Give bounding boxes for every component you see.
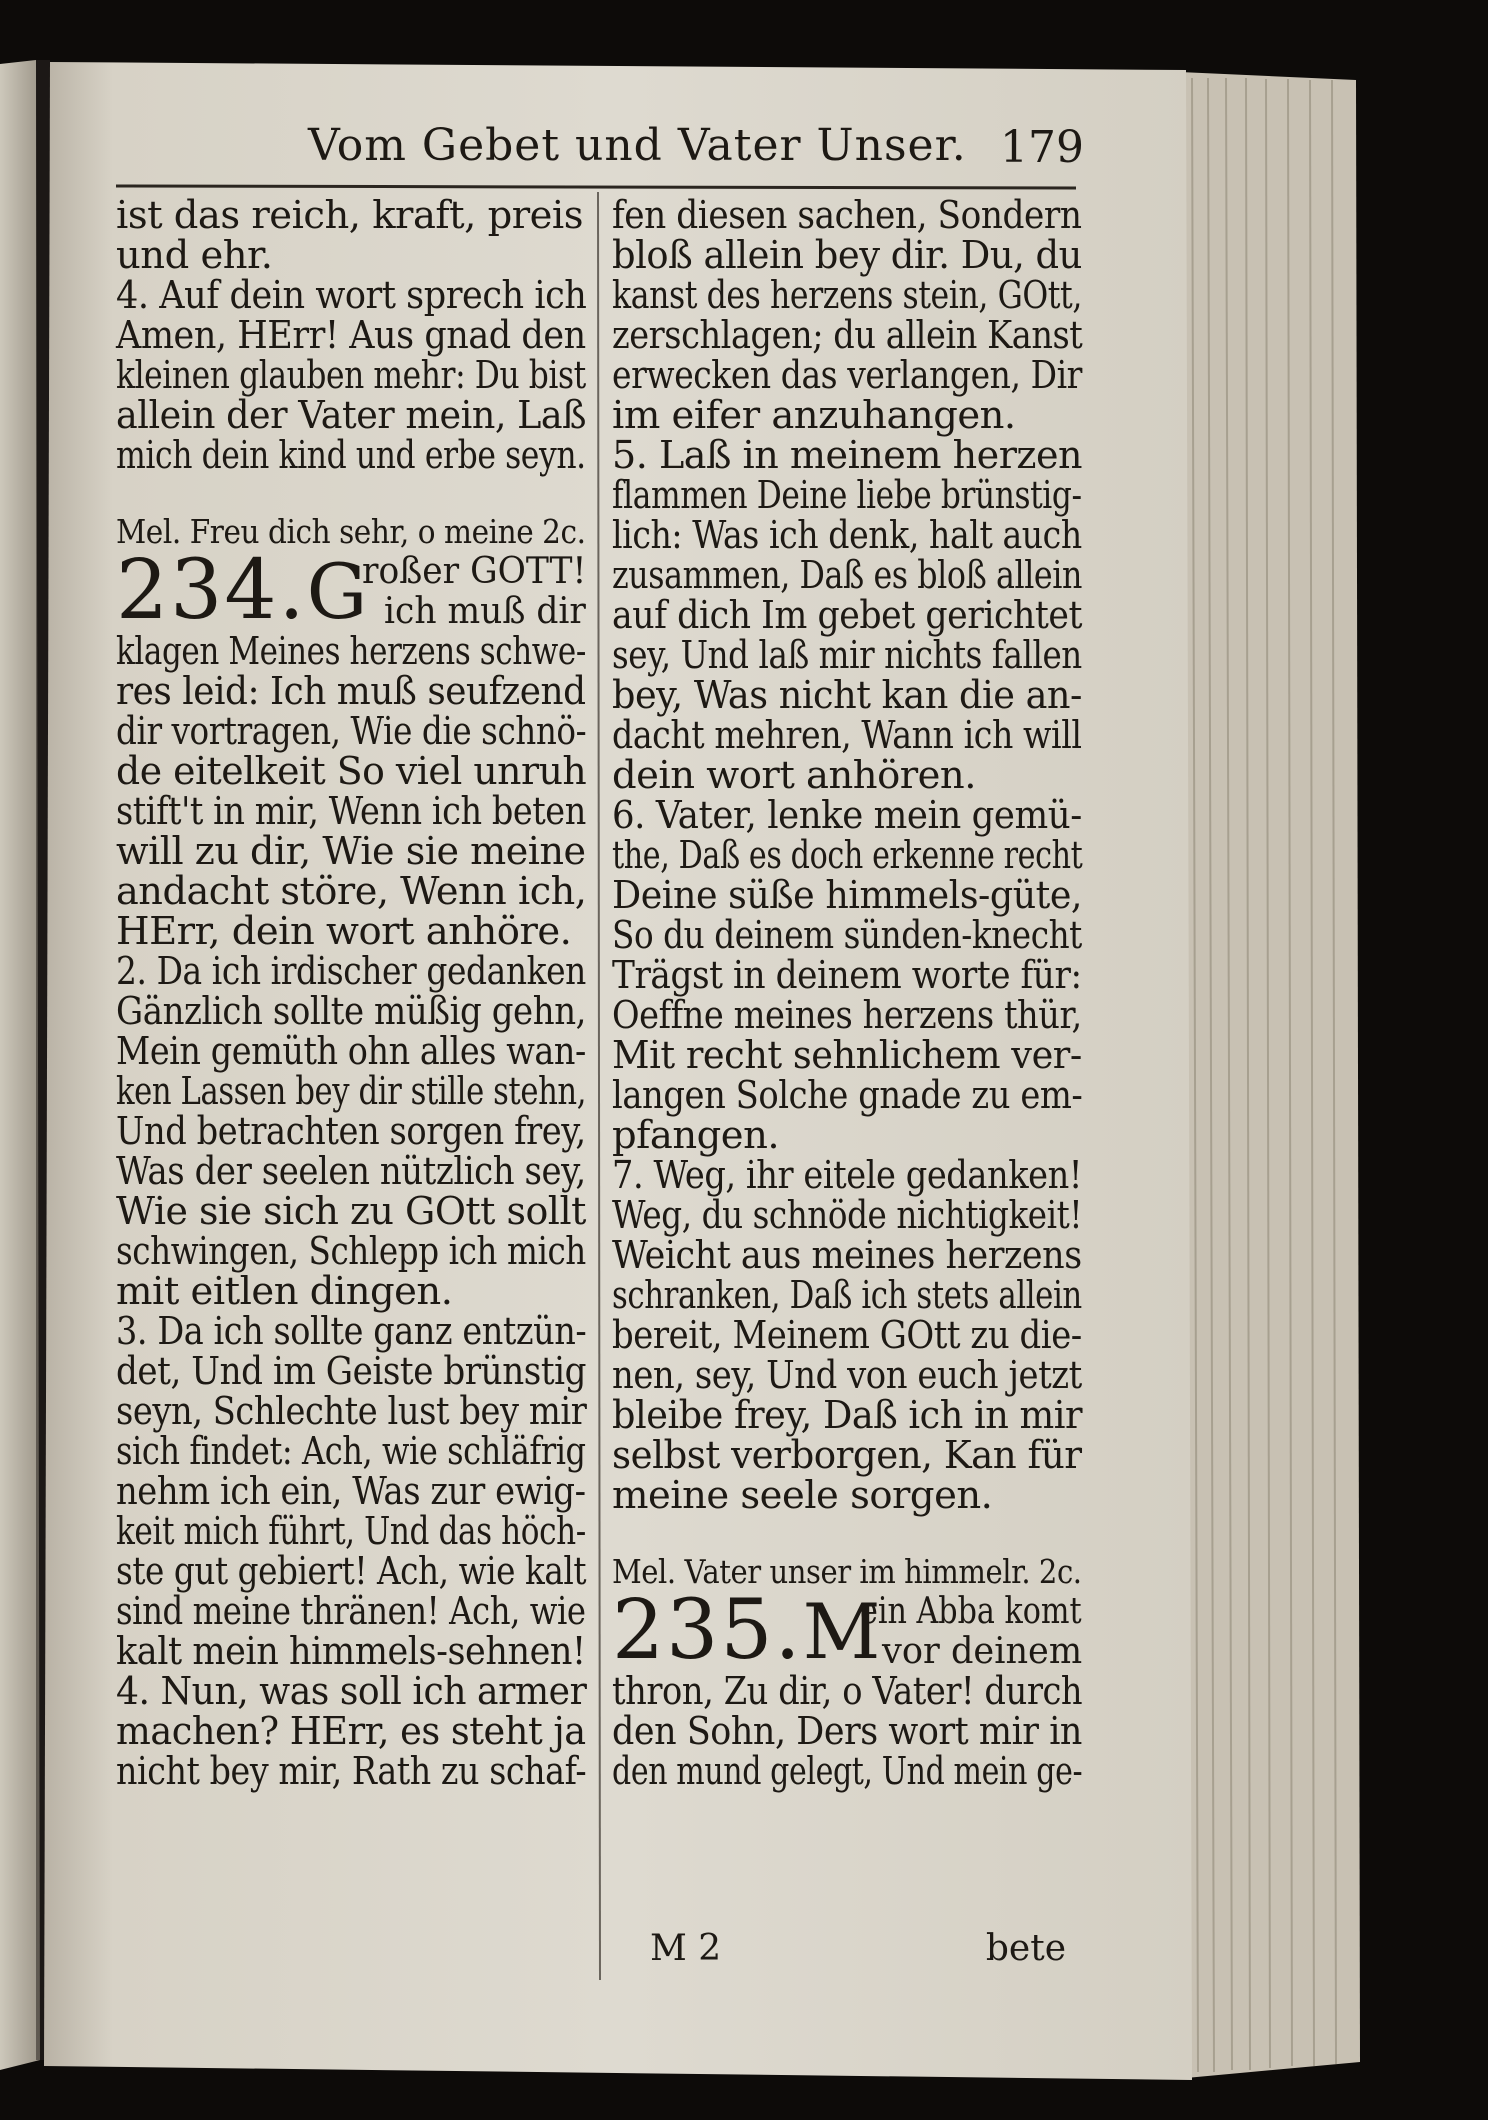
- text-line: will zu dir, Wie sie meine: [116, 829, 586, 874]
- text-line: ste gut gebiert! Ach, wie kalt: [116, 1549, 587, 1594]
- text-line: Oeffne meines herzens thür,: [612, 993, 1082, 1038]
- text-line: 6. Vater, lenke mein gemü-: [612, 793, 1082, 838]
- header-rule: [116, 186, 1076, 188]
- text-line: kanst des herzens stein, GOtt,: [612, 273, 1082, 318]
- text-line: zusammen, Daß es bloß allein: [612, 553, 1082, 598]
- text-line: mich dein kind und erbe seyn.: [116, 433, 586, 478]
- text-line: 4. Nun, was soll ich armer: [116, 1669, 587, 1714]
- hymn-first-line: roßer GOTT!: [362, 551, 587, 592]
- text-line: meine seele sorgen.: [612, 1473, 993, 1518]
- signature-mark: M 2: [650, 1928, 722, 1969]
- page-number: 179: [1000, 122, 1084, 173]
- text-line: sich findet: Ach, wie schläfrig: [116, 1429, 586, 1474]
- right-column: [612, 193, 1083, 1794]
- running-title: Vom Gebet und Vater Unser.: [308, 120, 967, 171]
- text-line: klagen Meines herzens schwe-: [116, 629, 586, 674]
- hymn-number: 234.G: [116, 543, 370, 638]
- text-line: keit mich führt, Und das höch-: [116, 1509, 586, 1554]
- hymn-heading: [116, 543, 587, 638]
- melody-indication: Mel. Vater unser im himmelr. 2c.: [612, 1552, 1082, 1591]
- text-line: 5. Laß in meinem herzen: [612, 433, 1083, 478]
- hymn-second-line: ich muß dir: [384, 591, 586, 632]
- text-line: schwingen, Schlepp ich mich: [116, 1229, 586, 1274]
- text-line: 2. Da ich irdischer gedanken: [116, 949, 586, 994]
- text-line: Weg, du schnöde nichtigkeit!: [612, 1193, 1083, 1238]
- text-line: schranken, Daß ich stets allein: [612, 1273, 1082, 1318]
- text-line: den mund gelegt, Und mein ge-: [612, 1749, 1083, 1794]
- text-line: flammen Deine liebe brünstig-: [612, 473, 1082, 518]
- hymn-first-line: ein Abba komt: [860, 1591, 1082, 1632]
- text-line: Gänzlich sollte müßig gehn,: [116, 989, 587, 1034]
- text-line: det, Und im Geiste brünstig: [116, 1349, 586, 1394]
- text-line: Mein gemüth ohn alles wan-: [116, 1029, 586, 1074]
- dropcap: G: [306, 547, 370, 636]
- text-line: nehm ich ein, Was zur ewig-: [116, 1469, 586, 1514]
- text-line: kleinen glauben mehr: Du bist: [116, 353, 586, 398]
- text-line: stift't in mir, Wenn ich beten: [116, 789, 586, 834]
- text-line: nicht bey mir, Rath zu schaf-: [116, 1749, 587, 1794]
- text-line: den Sohn, Ders wort mir in: [612, 1709, 1082, 1754]
- text-line: zerschlagen; du allein Kanst: [612, 313, 1083, 358]
- text-line: lich: Was ich denk, halt auch: [612, 513, 1082, 558]
- text-line: sey, Und laß mir nichts fallen: [612, 633, 1082, 678]
- text-line: auf dich Im gebet gerichtet: [612, 593, 1083, 638]
- text-line: allein der Vater mein, Laß: [116, 393, 587, 438]
- hymn-second-line: vor deinem: [882, 1631, 1083, 1672]
- text-line: Amen, HErr! Aus gnad den: [116, 313, 586, 358]
- text-line: Weicht aus meines herzens: [612, 1233, 1082, 1278]
- hymn-heading: [612, 1583, 1083, 1678]
- text-line: bloß allein bey dir. Du, du: [612, 233, 1082, 278]
- text-line: im eifer anzuhangen.: [612, 393, 1016, 438]
- text-line: Und betrachten sorgen frey,: [116, 1109, 586, 1154]
- text-line: und ehr.: [116, 233, 273, 278]
- text-line: ken Lassen bey dir stille stehn,: [116, 1069, 587, 1114]
- text-line: Mit recht sehnlichem ver-: [612, 1033, 1082, 1078]
- text-line: So du deinem sünden-knecht: [612, 913, 1082, 958]
- text-line: Deine süße himmels-güte,: [612, 873, 1082, 918]
- text-line: HErr, dein wort anhöre.: [116, 909, 572, 954]
- text-line: Was der seelen nützlich sey,: [116, 1149, 586, 1194]
- text-line: dir vortragen, Wie die schnö-: [116, 709, 587, 754]
- left-page-edge: [0, 60, 40, 2070]
- text-line: the, Daß es doch erkenne recht: [612, 833, 1083, 878]
- text-line: fen diesen sachen, Sondern: [612, 193, 1082, 238]
- text-line: 4. Auf dein wort sprech ich: [116, 273, 587, 318]
- text-line: 3. Da ich sollte ganz entzün-: [116, 1309, 587, 1354]
- text-line: nen, sey, Und von euch jetzt: [612, 1353, 1082, 1398]
- text-line: dacht mehren, Wann ich will: [612, 713, 1082, 758]
- text-line: dein wort anhören.: [612, 753, 976, 798]
- text-line: andacht störe, Wenn ich,: [116, 869, 587, 914]
- text-line: bey, Was nicht kan die an-: [612, 673, 1082, 718]
- text-line: sind meine thränen! Ach, wie: [116, 1589, 586, 1634]
- catchword: bete: [985, 1928, 1066, 1969]
- text-line: de eitelkeit So viel unruh: [116, 749, 587, 794]
- text-line: langen Solche gnade zu em-: [612, 1073, 1083, 1118]
- text-line: pfangen.: [612, 1113, 780, 1158]
- text-line: machen? HErr, es steht ja: [116, 1709, 586, 1754]
- text-line: kalt mein himmels-sehnen!: [116, 1629, 586, 1674]
- text-line: res leid: Ich muß seufzend: [116, 669, 586, 714]
- text-line: ist das reich, kraft, preis: [116, 193, 583, 238]
- text-line: seyn, Schlechte lust bey mir: [116, 1389, 587, 1434]
- text-line: bereit, Meinem GOtt zu die-: [612, 1313, 1082, 1358]
- text-line: erwecken das verlangen, Dir: [612, 353, 1083, 398]
- hymn-number: 235.M: [612, 1583, 883, 1678]
- text-line: Wie sie sich zu GOtt sollt: [116, 1189, 586, 1234]
- dropcap: M: [802, 1587, 883, 1676]
- text-line: selbst verborgen, Kan für: [612, 1433, 1082, 1478]
- text-line: Trägst in deinem worte für:: [612, 953, 1082, 998]
- text-line: thron, Zu dir, o Vater! durch: [612, 1669, 1083, 1714]
- running-head: [118, 120, 1084, 180]
- melody-indication: Mel. Freu dich sehr, o meine 2c.: [116, 512, 586, 551]
- text-line: 7. Weg, ihr eitele gedanken!: [612, 1153, 1082, 1198]
- page-footer: [612, 1928, 1072, 1968]
- text-line: bleibe frey, Daß ich in mir: [612, 1393, 1083, 1438]
- left-column: [116, 193, 587, 1794]
- text-line: mit eitlen dingen.: [116, 1269, 453, 1314]
